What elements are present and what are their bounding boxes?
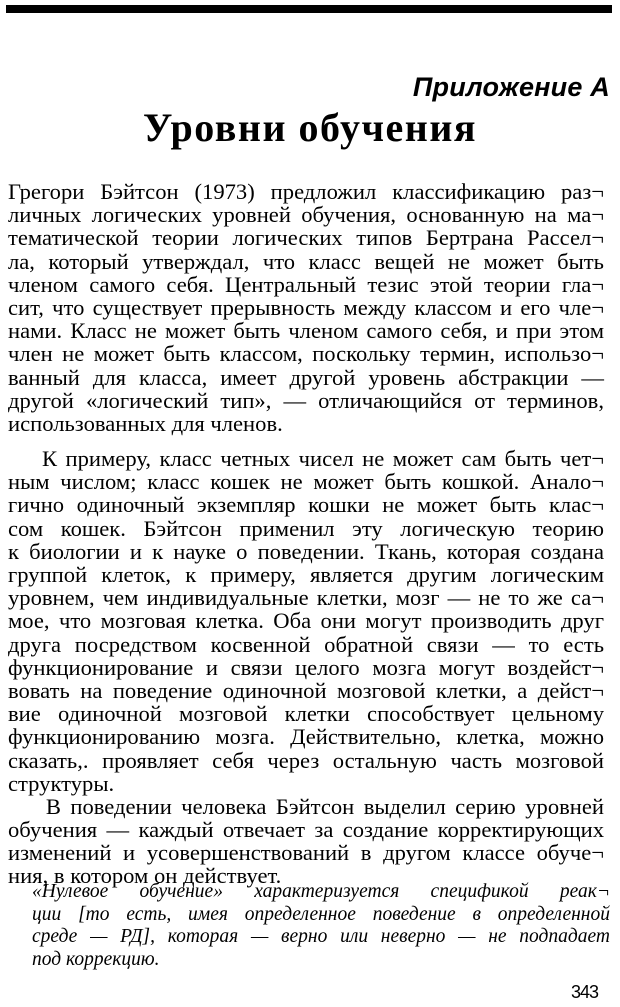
text-line: тематической теории логических типов Бертрана Рассел¬ xyxy=(8,225,604,251)
paragraph-1 xyxy=(8,180,604,435)
text-line: сказать,. проявляет себя через остальную часть мозговой xyxy=(8,747,604,773)
text-line: вовать на поведение одиночной мозговой клетки, а дейст¬ xyxy=(8,677,604,703)
text-line: использованных для членов. xyxy=(8,410,283,436)
page-number: 343 xyxy=(570,982,598,1002)
text-line: личных логических уровней обучения, основанную на ма¬ xyxy=(8,202,604,228)
text-line: изменений и усовершенствований в другом классе обуче¬ xyxy=(8,840,604,866)
quote-line: ции [то есть, имея определенное поведение в определенной xyxy=(32,903,610,925)
text-line: гично одиночный экземпляр кошки не может быть клас¬ xyxy=(8,492,604,518)
text-line: ла, который утверждал, что класс вещей не может быть xyxy=(8,248,604,274)
text-line: уровнем, чем индивидуальные клетки, мозг — не то же са¬ xyxy=(8,585,604,611)
text-line: ным числом; класс кошек не может быть кошкой. Анало¬ xyxy=(8,469,604,495)
text-line: группой клеток, к примеру, является другим логическим xyxy=(8,562,604,587)
block-quote xyxy=(32,881,610,971)
appendix-label: Приложение А xyxy=(412,72,610,102)
text-line: ванный для класса, имеет другой уровень абстракции — xyxy=(8,364,604,390)
text-line: функционирование и связи целого мозга могут воздейст¬ xyxy=(8,654,604,680)
chapter-title: Уровни обучения xyxy=(142,105,478,150)
text-line: структуры. xyxy=(8,770,115,796)
text-line: член не может быть классом, поскольку термин, использо¬ xyxy=(8,341,604,367)
text-line: сит, что существует прерывность между классом и его чле¬ xyxy=(8,294,604,320)
text-line: другой «логический тип», — отличающийся от терминов, xyxy=(8,387,604,413)
quote-line: под коррекцию. xyxy=(32,948,160,970)
text-line: друга посредством косвенной обратной связи — то есть xyxy=(8,631,604,657)
text-line: членом самого себя. Центральный тезис этой теории гла¬ xyxy=(8,271,604,297)
quote-line: среде — РД], которая — верно или неверно — не подпадает xyxy=(32,926,610,948)
text-line: В поведении человека Бэйтсон выделил серию уровней xyxy=(8,793,604,819)
paragraph-2 xyxy=(8,447,604,795)
text-line: обучения — каждый отвечает за создание корректирующих xyxy=(8,817,604,843)
body-text xyxy=(8,180,604,888)
top-rule xyxy=(6,5,612,13)
text-line: К примеру, класс четных чисел не может сам быть чет¬ xyxy=(8,446,604,472)
text-line: ния, в котором он действует. xyxy=(8,863,282,889)
text-line: сом кошек. Бэйтсон применил эту логическую теорию xyxy=(8,515,604,541)
quote-line: «Нулевое обучение» характеризуется спецификой реак¬ xyxy=(32,881,610,902)
paragraph-3 xyxy=(8,795,604,888)
text-line: функционированию мозга. Действительно, клетка, можно xyxy=(8,724,604,750)
text-line: к биологии и к науке о поведении. Ткань, которая создана xyxy=(8,538,604,564)
text-line: нами. Класс не может быть членом самого себя, и при этом xyxy=(8,318,604,344)
text-line: Грегори Бэйтсон (1973) предложил классификацию раз¬ xyxy=(8,179,604,204)
text-line: мое, что мозговая клетка. Оба они могут производить друг xyxy=(8,608,604,634)
text-line: вие одиночной мозговой клетки способствует цельному xyxy=(8,701,604,727)
